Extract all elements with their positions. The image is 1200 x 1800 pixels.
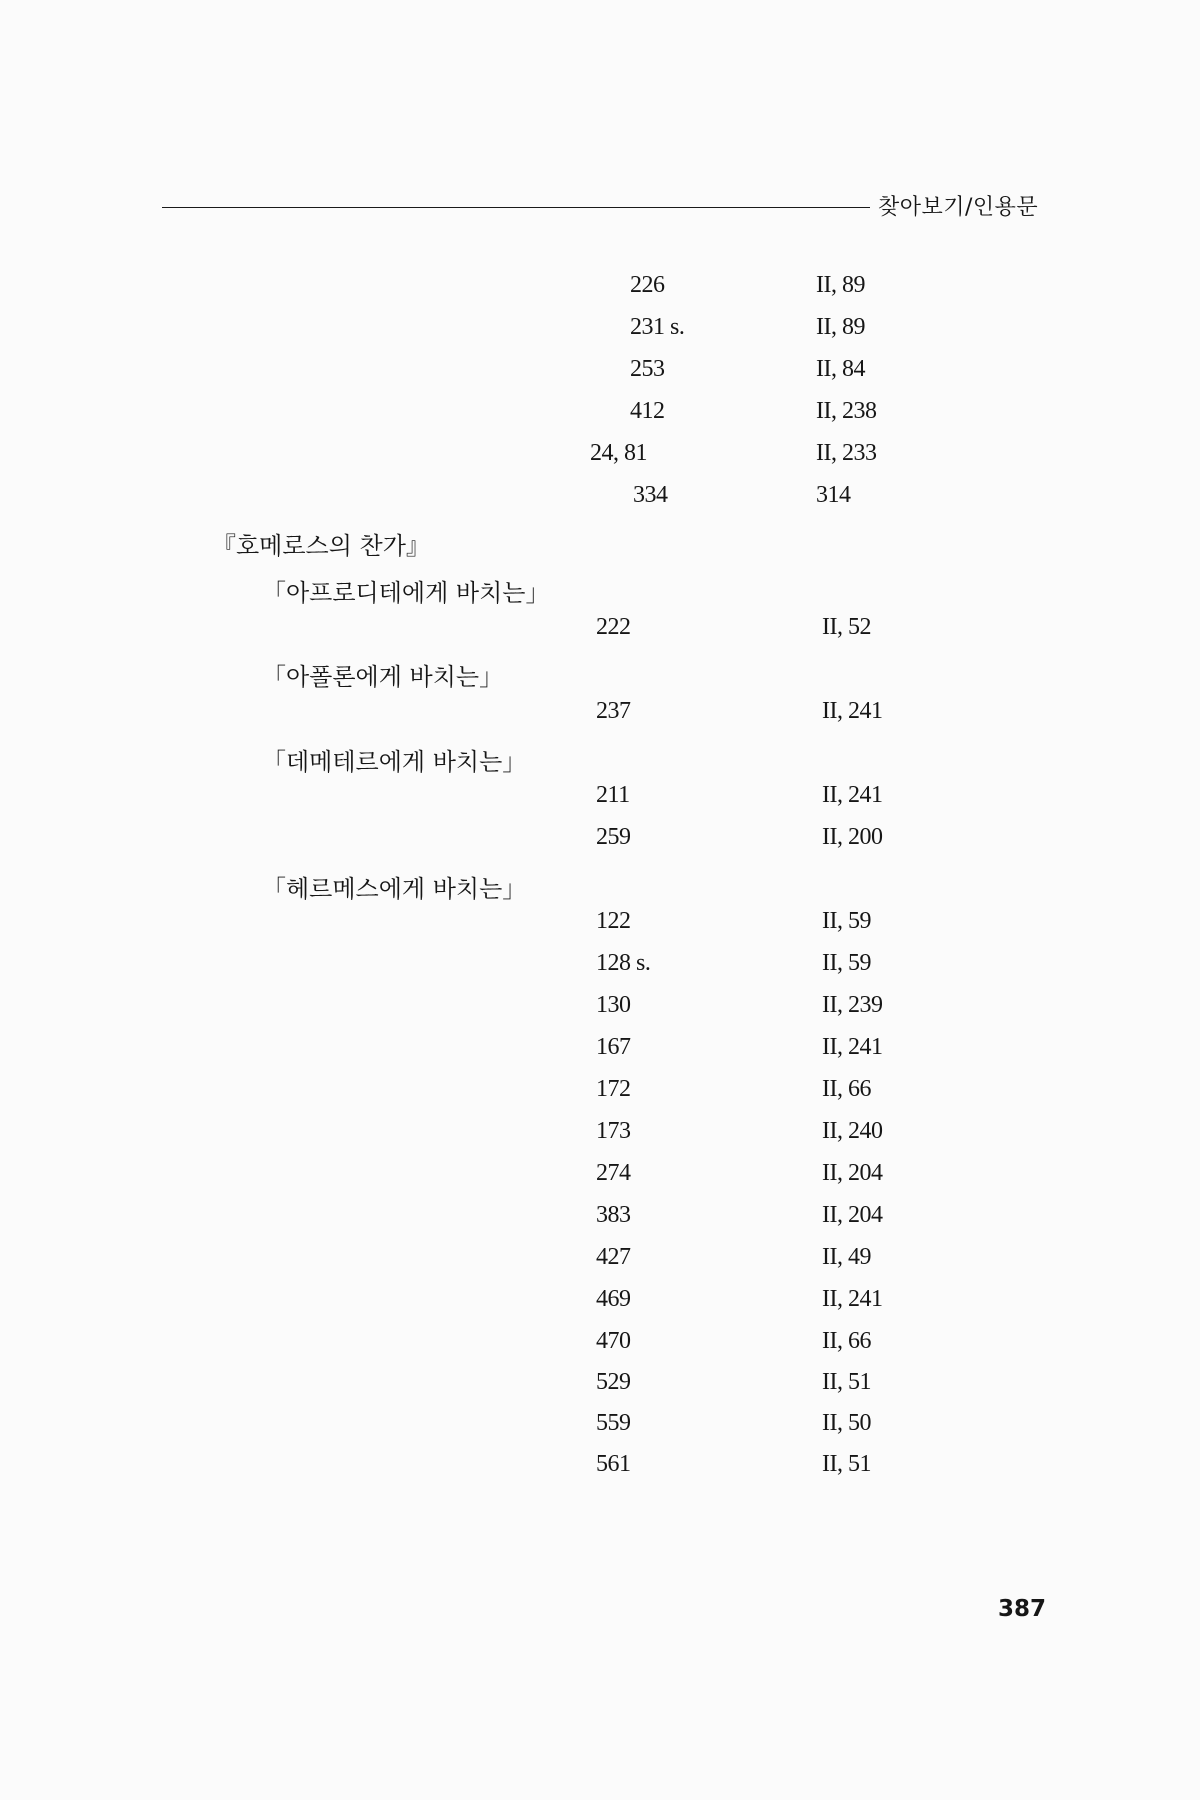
index-row	[0, 440, 1200, 480]
index-cite: II, 51	[822, 1451, 871, 1477]
index-ref: 469	[596, 1286, 631, 1312]
index-row	[0, 1076, 1200, 1116]
section-title: 「아프로디테에게 바치는」	[262, 579, 550, 607]
index-cite: II, 84	[816, 356, 865, 382]
index-cite: II, 51	[822, 1369, 871, 1395]
index-row	[0, 1118, 1200, 1158]
index-cite: II, 239	[822, 992, 883, 1018]
index-row	[0, 314, 1200, 354]
index-row	[0, 1451, 1200, 1491]
index-row	[0, 950, 1200, 990]
index-cite: 314	[816, 482, 851, 508]
work-title: 『호메로스의 찬가』	[212, 532, 430, 560]
index-cite: II, 200	[822, 824, 883, 850]
index-row	[0, 614, 1200, 654]
index-row	[0, 908, 1200, 948]
index-ref: 172	[596, 1076, 631, 1102]
index-ref: 231 s.	[630, 314, 685, 340]
index-cite: II, 89	[816, 272, 865, 298]
running-head: 찾아보기/인용문	[878, 195, 1039, 220]
index-cite: II, 66	[822, 1328, 871, 1354]
index-cite: II, 59	[822, 950, 871, 976]
index-ref: 529	[596, 1369, 631, 1395]
index-ref: 24, 81	[590, 440, 647, 466]
index-cite: II, 52	[822, 614, 871, 640]
index-cite: II, 241	[822, 782, 883, 808]
index-row	[0, 698, 1200, 738]
index-cite: II, 241	[822, 698, 883, 724]
index-row	[0, 1034, 1200, 1074]
index-ref: 122	[596, 908, 631, 934]
index-ref: 128 s.	[596, 950, 651, 976]
index-row	[0, 272, 1200, 312]
index-ref: 259	[596, 824, 631, 850]
index-cite: II, 241	[822, 1034, 883, 1060]
index-ref: 334	[633, 482, 668, 508]
index-ref: 211	[596, 782, 630, 808]
index-cite: II, 204	[822, 1160, 883, 1186]
index-cite: II, 204	[822, 1202, 883, 1228]
index-row	[0, 1202, 1200, 1242]
index-cite: II, 89	[816, 314, 865, 340]
index-ref: 383	[596, 1202, 631, 1228]
index-row	[0, 992, 1200, 1032]
index-ref: 253	[630, 356, 665, 382]
index-row	[0, 482, 1200, 522]
index-cite: II, 50	[822, 1410, 871, 1436]
index-ref: 561	[596, 1451, 631, 1477]
index-cite: II, 240	[822, 1118, 883, 1144]
index-row	[0, 356, 1200, 396]
section-title: 「데메테르에게 바치는」	[262, 748, 527, 776]
index-ref: 559	[596, 1410, 631, 1436]
index-ref: 274	[596, 1160, 631, 1186]
index-ref: 237	[596, 698, 631, 724]
index-ref: 167	[596, 1034, 631, 1060]
index-row	[0, 1244, 1200, 1284]
header-rule	[162, 207, 870, 208]
index-ref: 130	[596, 992, 631, 1018]
index-ref: 412	[630, 398, 665, 424]
index-cite: II, 233	[816, 440, 877, 466]
index-row	[0, 1160, 1200, 1200]
index-row	[0, 1286, 1200, 1326]
page-number: 387	[998, 1596, 1047, 1622]
index-ref: 427	[596, 1244, 631, 1270]
index-row	[0, 1369, 1200, 1409]
section-title: 「아폴론에게 바치는」	[262, 663, 504, 691]
index-cite: II, 49	[822, 1244, 871, 1270]
index-ref: 173	[596, 1118, 631, 1144]
index-ref: 470	[596, 1328, 631, 1354]
index-row	[0, 1410, 1200, 1450]
index-cite: II, 66	[822, 1076, 871, 1102]
index-row	[0, 1328, 1200, 1368]
index-row	[0, 398, 1200, 438]
index-row	[0, 824, 1200, 864]
index-cite: II, 241	[822, 1286, 883, 1312]
index-row	[0, 782, 1200, 822]
index-cite: II, 59	[822, 908, 871, 934]
index-cite: II, 238	[816, 398, 877, 424]
index-ref: 222	[596, 614, 631, 640]
index-ref: 226	[630, 272, 665, 298]
section-title: 「헤르메스에게 바치는」	[262, 875, 527, 903]
